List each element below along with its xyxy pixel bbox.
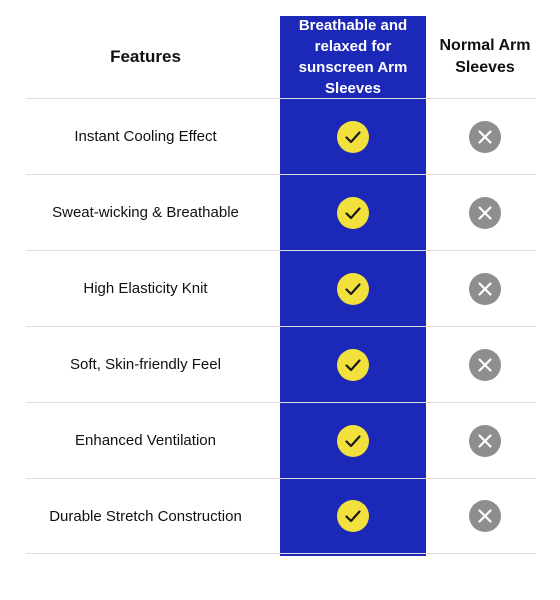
check-circle-icon <box>280 99 426 174</box>
check-circle-icon <box>280 251 426 326</box>
x-circle-icon <box>426 479 544 553</box>
table-row <box>26 174 536 250</box>
feature-label: Instant Cooling Effect <box>74 128 217 145</box>
table-row <box>26 478 536 554</box>
our-product-heading: Breathable and relaxed for sunscreen Arm Sleeves <box>298 17 408 97</box>
table-row <box>26 250 536 326</box>
table-body <box>26 98 536 554</box>
feature-label: High Elasticity Knit <box>83 280 208 297</box>
feature-label: Durable Stretch Construction <box>49 507 242 525</box>
x-circle-icon <box>426 175 544 250</box>
check-circle-icon <box>280 327 426 402</box>
x-circle-icon <box>426 327 544 402</box>
x-circle-icon <box>426 251 544 326</box>
check-circle-icon <box>280 403 426 478</box>
table-row <box>26 98 536 174</box>
table-row <box>26 326 536 402</box>
features-heading: Features <box>110 47 181 66</box>
feature-label: Soft, Skin-friendly Feel <box>70 356 221 373</box>
feature-label: Enhanced Ventilation <box>75 432 216 449</box>
x-circle-icon <box>426 99 544 174</box>
check-circle-icon <box>280 479 426 553</box>
normal-product-heading: Normal Arm Sleeves <box>439 37 531 76</box>
x-circle-icon <box>426 403 544 478</box>
feature-label: Sweat-wicking & Breathable <box>52 204 239 221</box>
comparison-table <box>26 16 536 554</box>
check-circle-icon <box>280 175 426 250</box>
table-header <box>26 16 536 98</box>
table-row <box>26 402 536 478</box>
